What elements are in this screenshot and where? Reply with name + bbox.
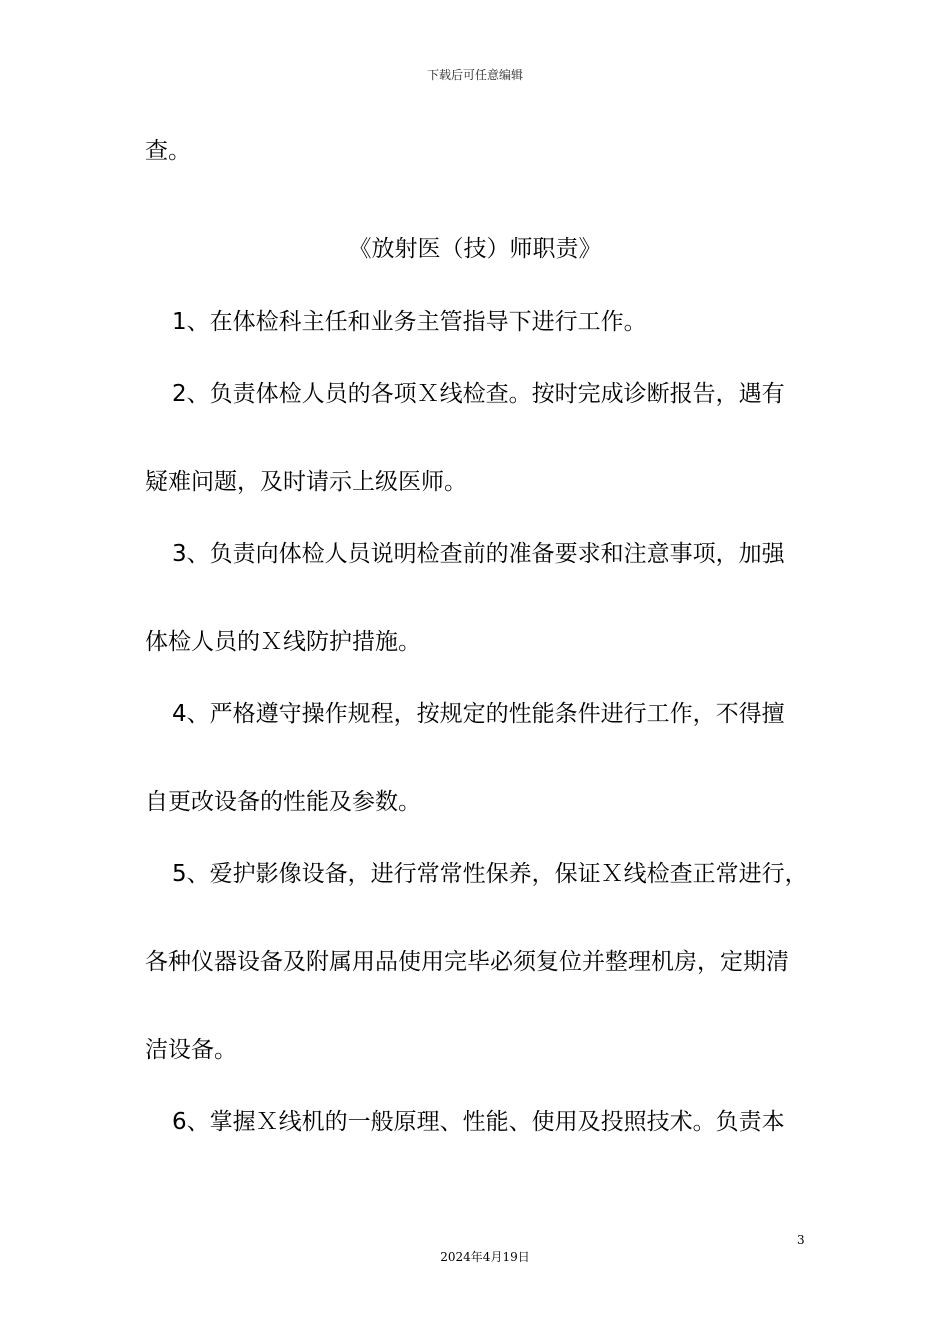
page-number: 3 <box>797 1233 805 1247</box>
text-line: 2、负责体检人员的各项Ｘ线检查。按时完成诊断报告，遇有 <box>172 381 785 407</box>
text-line: 疑难问题，及时请示上级医师。 <box>145 469 467 495</box>
text-line: 4、严格遵守操作规程，按规定的性能条件进行工作，不得擅 <box>172 701 785 727</box>
page-header: 下载后可任意编辑 <box>426 68 523 82</box>
page-footer-date: 2024年4月19日 <box>440 1250 530 1264</box>
text-line: 3、负责向体检人员说明检查前的准备要求和注意事项，加强 <box>172 541 785 567</box>
text-line: 各种仪器设备及附属用品使用完毕必须复位并整理机房，定期清 <box>145 949 789 975</box>
text-line: 洁设备。 <box>145 1037 237 1063</box>
section-title: 《放射医（技）师职责》 <box>348 236 602 262</box>
text-line: 6、掌握Ｘ线机的一般原理、性能、使用及投照技术。负责本 <box>172 1109 785 1135</box>
text-line: 1、在体检科主任和业务主管指导下进行工作。 <box>172 309 647 335</box>
text-line: 体检人员的Ｘ线防护措施。 <box>145 629 421 655</box>
text-line: 自更改设备的性能及参数。 <box>145 789 421 815</box>
text-line: 5、爱护影像设备，进行常常性保养，保证Ｘ线检查正常进行， <box>172 861 808 887</box>
text-line: 查。 <box>145 138 191 164</box>
